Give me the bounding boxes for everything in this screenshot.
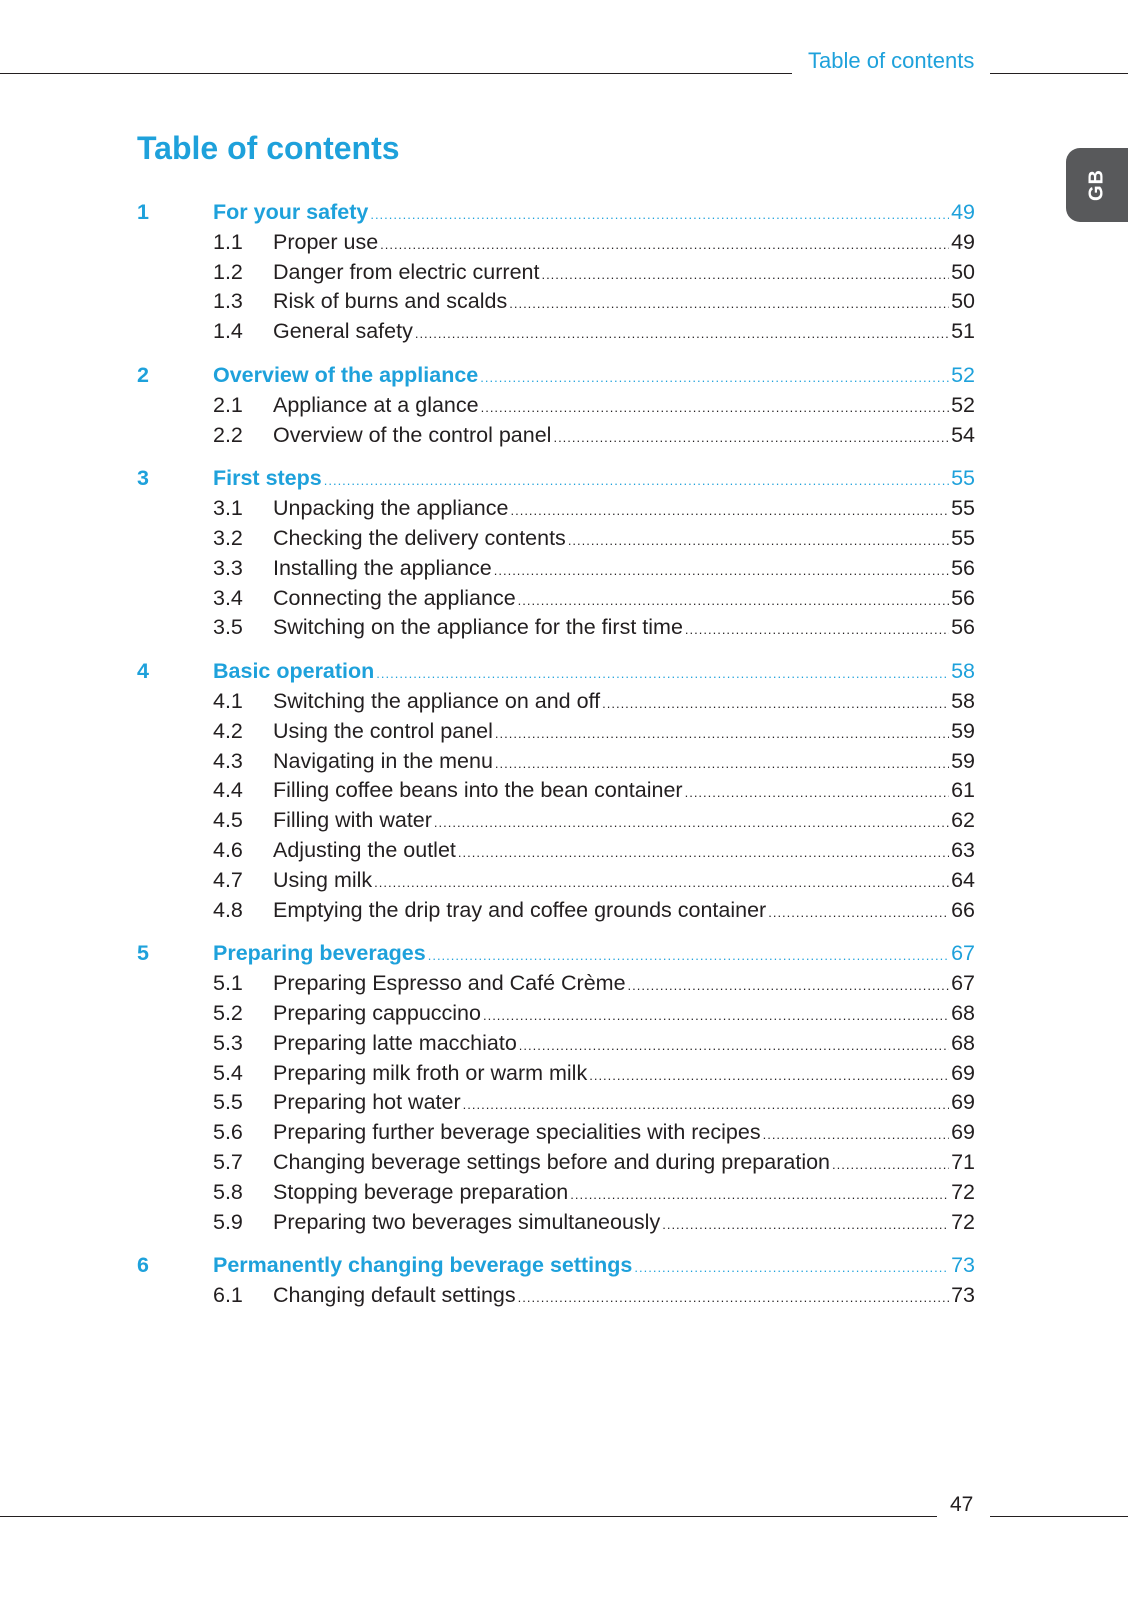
toc-leader-dots (634, 1253, 949, 1283)
language-tab-label: GB (1085, 169, 1108, 201)
toc-entry-title: Preparing hot water (273, 1090, 461, 1115)
toc-entry-title: Permanently changing beverage settings (213, 1253, 633, 1278)
toc-entry-number: 3.5 (213, 615, 243, 640)
toc-entry-title: Adjusting the outlet (273, 837, 456, 862)
toc-entry-title: Risk of burns and scalds (273, 289, 508, 314)
toc-leader-dots (685, 615, 949, 645)
toc-entry-number: 4.8 (213, 897, 243, 922)
toc-leader-dots (480, 363, 949, 393)
toc-entry-page: 54 (951, 422, 975, 447)
toc-entry-number: 5 (137, 941, 149, 966)
toc-entry-title: Preparing further beverage specialities with recipes (273, 1120, 761, 1145)
toc-entry-number: 5.1 (213, 971, 243, 996)
toc-entry-page: 72 (951, 1179, 975, 1204)
toc-entry-number: 4.1 (213, 688, 243, 713)
toc-leader-dots (685, 778, 949, 808)
toc-entry-page: 55 (951, 525, 975, 550)
toc-leader-dots (370, 200, 949, 230)
toc-entry-title: Changing beverage settings before and during preparation (273, 1149, 831, 1174)
toc-entry-page: 69 (951, 1090, 975, 1115)
page-number: 47 (950, 1493, 974, 1516)
toc-subentry[interactable] (137, 1088, 975, 1118)
toc-entry-title: Preparing latte macchiato (273, 1030, 517, 1055)
toc-subentry[interactable] (137, 554, 975, 584)
toc-entry-title: General safety (273, 319, 413, 344)
toc-subentry[interactable] (137, 421, 975, 451)
toc-leader-dots (324, 466, 949, 496)
toc-entry-number: 5.7 (213, 1149, 243, 1174)
toc-subentry[interactable] (137, 1178, 975, 1208)
toc-subentry[interactable] (137, 836, 975, 866)
toc-subentry[interactable] (137, 969, 975, 999)
toc-entry-title: Switching the appliance on and off (273, 688, 601, 713)
toc-leader-dots (481, 393, 949, 423)
toc-entry-number: 1.1 (213, 229, 243, 254)
toc-entry-number: 4.3 (213, 748, 243, 773)
toc-entry-page: 59 (951, 748, 975, 773)
toc-leader-dots (541, 260, 949, 290)
toc-subentry[interactable] (137, 287, 975, 317)
toc-leader-dots (628, 971, 950, 1001)
toc-subentry[interactable] (137, 999, 975, 1029)
header-rule-left (0, 73, 792, 74)
toc-subentry[interactable] (137, 1148, 975, 1178)
toc-leader-dots (463, 1090, 949, 1120)
toc-entry-title: Switching on the appliance for the first time (273, 615, 683, 640)
toc-leader-dots (380, 230, 949, 260)
table-of-contents (137, 198, 975, 1325)
toc-entry-title: Proper use (273, 229, 379, 254)
toc-subentry[interactable] (137, 228, 975, 258)
toc-leader-dots (570, 1180, 949, 1210)
toc-entry-page: 63 (951, 837, 975, 862)
toc-subentry[interactable] (137, 1208, 975, 1238)
toc-entry-number: 6.1 (213, 1283, 243, 1308)
toc-entry-page: 56 (951, 615, 975, 640)
toc-subentry[interactable] (137, 391, 975, 421)
toc-entry-title: Navigating in the menu (273, 748, 493, 773)
toc-subentry[interactable] (137, 866, 975, 896)
footer-rule-right (990, 1516, 1128, 1517)
toc-entry-page: 55 (951, 466, 975, 491)
toc-entry-number: 5.5 (213, 1090, 243, 1115)
toc-entry-title: Installing the appliance (273, 555, 492, 580)
toc-entry-number: 3 (137, 466, 149, 491)
toc-section (137, 361, 975, 450)
toc-entry-number: 4.5 (213, 808, 243, 833)
toc-entry-title: Unpacking the appliance (273, 496, 509, 521)
toc-entry-page: 58 (951, 659, 975, 684)
toc-entry-number: 4.6 (213, 837, 243, 862)
toc-chapter-entry[interactable] (137, 198, 975, 228)
toc-entry-title: Preparing beverages (213, 941, 426, 966)
toc-entry-page: 67 (951, 971, 975, 996)
toc-chapter-entry[interactable] (137, 361, 975, 391)
toc-leader-dots (495, 749, 949, 779)
toc-chapter-entry[interactable] (137, 464, 975, 494)
toc-section (137, 657, 975, 925)
toc-entry-number: 2.1 (213, 392, 243, 417)
toc-entry-page: 68 (951, 1030, 975, 1055)
toc-entry-page: 62 (951, 808, 975, 833)
toc-leader-dots (589, 1061, 949, 1091)
toc-entry-page: 66 (951, 897, 975, 922)
toc-entry-page: 67 (951, 941, 975, 966)
toc-entry-title: Preparing two beverages simultaneously (273, 1209, 661, 1234)
toc-entry-number: 1.4 (213, 319, 243, 344)
toc-entry-page: 72 (951, 1209, 975, 1234)
toc-leader-dots (519, 1031, 949, 1061)
toc-leader-dots (483, 1001, 949, 1031)
toc-section (137, 1251, 975, 1311)
toc-subentry[interactable] (137, 1029, 975, 1059)
toc-entry-number: 1.3 (213, 289, 243, 314)
toc-section (137, 939, 975, 1237)
toc-leader-dots (374, 868, 949, 898)
toc-entry-page: 68 (951, 1000, 975, 1025)
toc-entry-page: 69 (951, 1060, 975, 1085)
toc-entry-page: 56 (951, 555, 975, 580)
toc-entry-number: 3.2 (213, 525, 243, 550)
toc-leader-dots (458, 838, 949, 868)
toc-subentry[interactable] (137, 1281, 975, 1311)
toc-chapter-entry[interactable] (137, 1251, 975, 1281)
toc-entry-page: 58 (951, 688, 975, 713)
toc-entry-title: Overview of the appliance (213, 362, 479, 387)
toc-entry-number: 6 (137, 1253, 149, 1278)
toc-entry-page: 59 (951, 718, 975, 743)
toc-leader-dots (495, 719, 949, 749)
toc-leader-dots (832, 1150, 949, 1180)
toc-entry-title: Basic operation (213, 659, 375, 684)
toc-leader-dots (568, 526, 949, 556)
toc-entry-page: 52 (951, 392, 975, 417)
toc-entry-title: First steps (213, 466, 322, 491)
toc-leader-dots (553, 423, 949, 453)
toc-entry-number: 4.4 (213, 778, 243, 803)
toc-subentry[interactable] (137, 747, 975, 777)
toc-leader-dots (518, 1283, 949, 1313)
toc-entry-page: 61 (951, 778, 975, 803)
toc-entry-title: Appliance at a glance (273, 392, 479, 417)
toc-entry-number: 5.4 (213, 1060, 243, 1085)
running-header-title: Table of contents (808, 48, 975, 73)
toc-entry-page: 50 (951, 259, 975, 284)
toc-leader-dots (763, 1120, 949, 1150)
toc-entry-page: 51 (951, 319, 975, 344)
toc-entry-number: 5.9 (213, 1209, 243, 1234)
toc-leader-dots (509, 289, 949, 319)
toc-subentry[interactable] (137, 258, 975, 288)
toc-entry-number: 4.2 (213, 718, 243, 743)
page-title: Table of contents (137, 130, 400, 166)
toc-leader-dots (602, 689, 949, 719)
toc-entry-number: 1.2 (213, 259, 243, 284)
toc-entry-title: Preparing Espresso and Café Crème (273, 971, 626, 996)
toc-entry-number: 2 (137, 362, 149, 387)
toc-entry-number: 5.8 (213, 1179, 243, 1204)
toc-entry-title: Overview of the control panel (273, 422, 552, 447)
toc-entry-number: 3.1 (213, 496, 243, 521)
toc-leader-dots (518, 586, 949, 616)
toc-entry-number: 4.7 (213, 867, 243, 892)
toc-entry-title: Using the control panel (273, 718, 493, 743)
toc-subentry[interactable] (137, 687, 975, 717)
toc-entry-title: Filling with water (273, 808, 432, 833)
toc-entry-page: 71 (951, 1149, 975, 1174)
toc-leader-dots (428, 941, 949, 971)
toc-entry-number: 1 (137, 200, 149, 224)
toc-subentry[interactable] (137, 1059, 975, 1089)
toc-entry-title: Filling coffee beans into the bean container (273, 778, 683, 803)
toc-entry-title: Connecting the appliance (273, 585, 516, 610)
toc-subentry[interactable] (137, 717, 975, 747)
toc-chapter-entry[interactable] (137, 939, 975, 969)
footer-rule-left (0, 1516, 937, 1517)
language-tab (1066, 148, 1128, 222)
toc-subentry[interactable] (137, 524, 975, 554)
toc-entry-number: 3.3 (213, 555, 243, 580)
toc-section (137, 198, 975, 347)
toc-entry-number: 5.3 (213, 1030, 243, 1055)
toc-entry-page: 49 (951, 200, 975, 224)
toc-chapter-entry[interactable] (137, 657, 975, 687)
toc-leader-dots (662, 1210, 949, 1240)
toc-leader-dots (415, 319, 949, 349)
header-rule-right (990, 73, 1128, 74)
toc-entry-page: 69 (951, 1120, 975, 1145)
toc-leader-dots (376, 659, 949, 689)
toc-entry-number: 2.2 (213, 422, 243, 447)
toc-entry-page: 50 (951, 289, 975, 314)
toc-entry-number: 4 (137, 659, 149, 684)
toc-entry-page: 55 (951, 496, 975, 521)
toc-entry-title: Using milk (273, 867, 373, 892)
toc-section (137, 464, 975, 643)
toc-entry-page: 52 (951, 362, 975, 387)
toc-subentry[interactable] (137, 584, 975, 614)
toc-entry-title: Danger from electric current (273, 259, 540, 284)
toc-subentry[interactable] (137, 776, 975, 806)
toc-entry-title: Stopping beverage preparation (273, 1179, 569, 1204)
toc-entry-page: 73 (951, 1253, 975, 1278)
toc-subentry[interactable] (137, 1118, 975, 1148)
toc-leader-dots (494, 556, 949, 586)
toc-subentry[interactable] (137, 613, 975, 643)
toc-entry-page: 64 (951, 867, 975, 892)
toc-entry-page: 49 (951, 229, 975, 254)
toc-entry-number: 5.6 (213, 1120, 243, 1145)
toc-entry-title: Checking the delivery contents (273, 525, 566, 550)
toc-subentry[interactable] (137, 317, 975, 347)
toc-entry-page: 56 (951, 585, 975, 610)
toc-subentry[interactable] (137, 494, 975, 524)
toc-entry-number: 3.4 (213, 585, 243, 610)
toc-entry-title: Changing default settings (273, 1283, 516, 1308)
toc-entry-number: 5.2 (213, 1000, 243, 1025)
toc-leader-dots (510, 496, 949, 526)
toc-entry-title: For your safety (213, 200, 369, 224)
toc-leader-dots (434, 808, 949, 838)
toc-entry-title: Preparing cappuccino (273, 1000, 481, 1025)
toc-leader-dots (768, 898, 949, 928)
toc-entry-title: Preparing milk froth or warm milk (273, 1060, 588, 1085)
toc-entry-page: 73 (951, 1283, 975, 1308)
toc-entry-title: Emptying the drip tray and coffee grounds container (273, 897, 767, 922)
toc-subentry[interactable] (137, 806, 975, 836)
toc-subentry[interactable] (137, 896, 975, 926)
